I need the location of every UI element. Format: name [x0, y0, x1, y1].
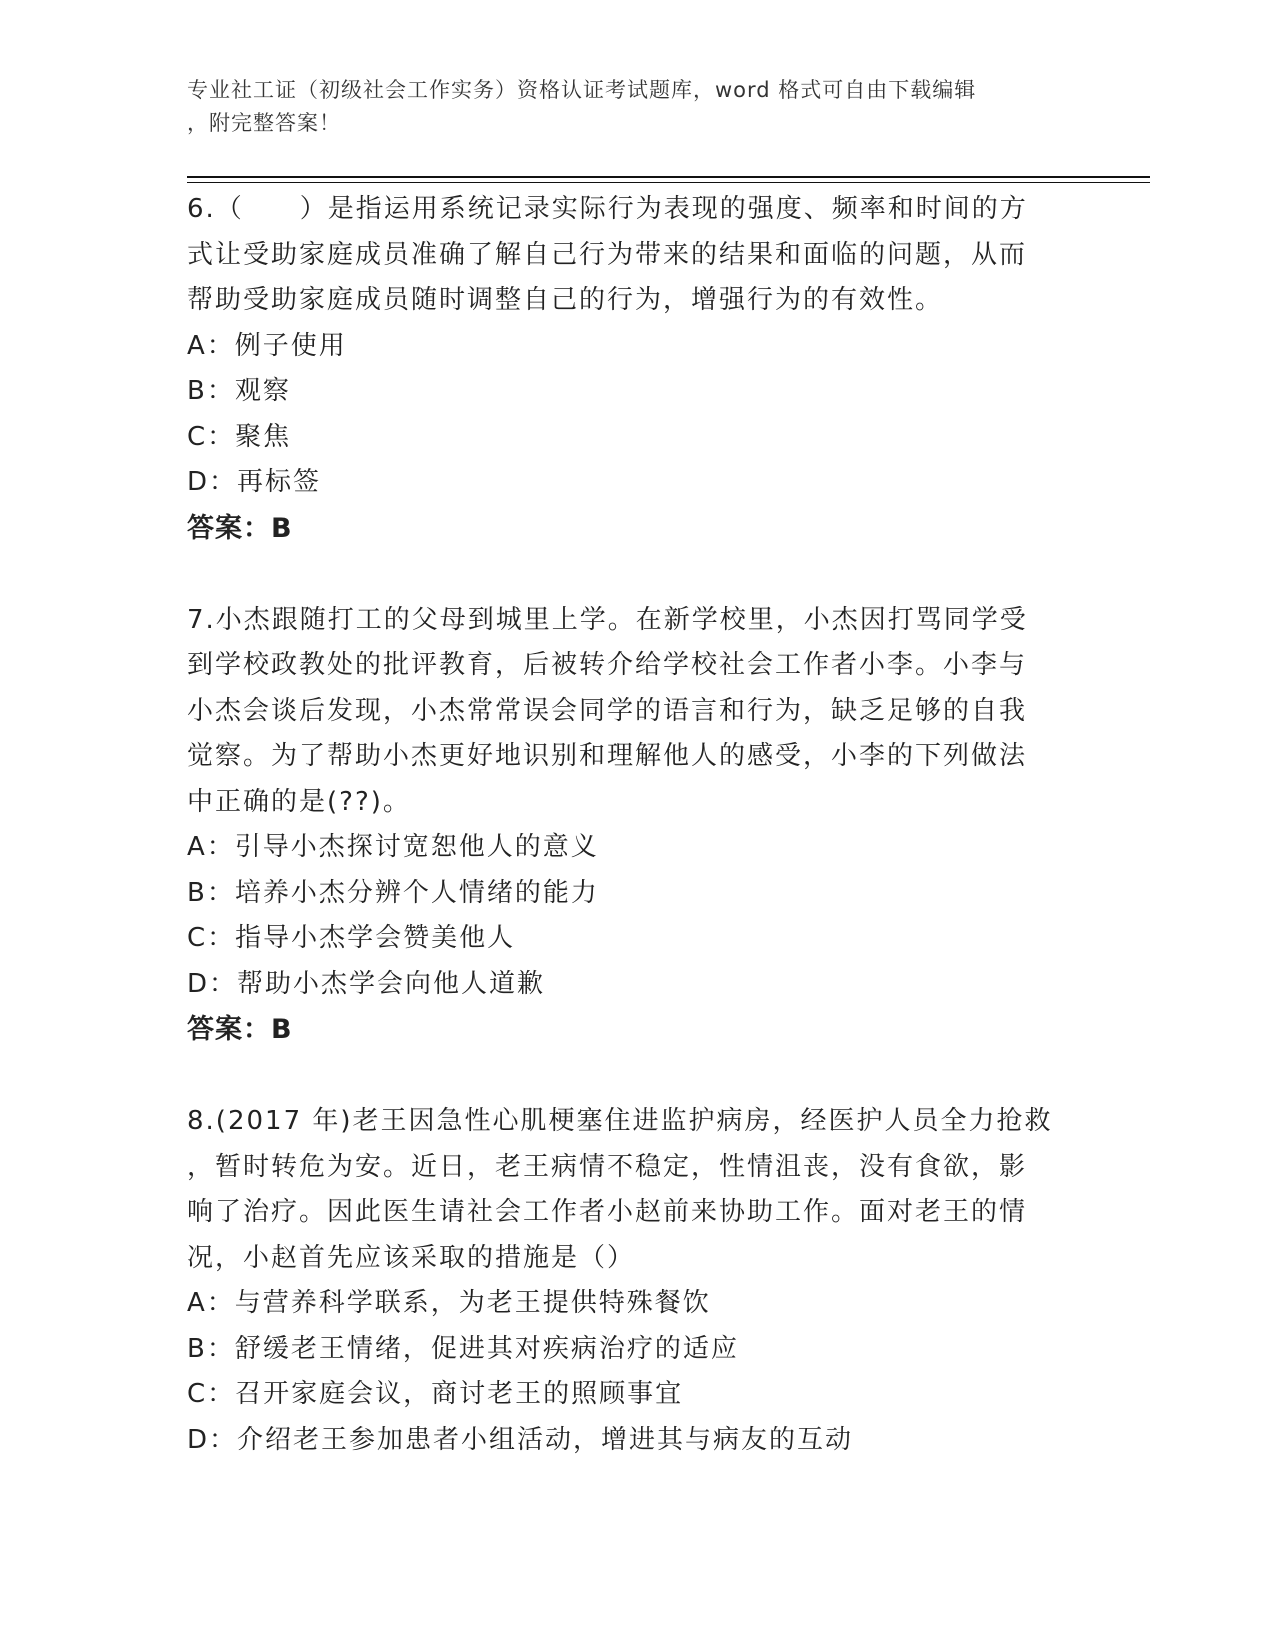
option-d: D：介绍老王参加患者小组活动，增进其与病友的互动: [187, 1424, 854, 1455]
option-a: A：例子使用: [187, 330, 347, 361]
question-stem-line: 况，小赵首先应该采取的措施是（）: [187, 1242, 636, 1273]
header-divider-thick: [187, 176, 1150, 178]
question-6: [187, 187, 1067, 552]
option-a: A：引导小杰探讨宽恕他人的意义: [187, 832, 599, 862]
question-stem-line: 7.小杰跟随打工的父母到城里上学。在新学校里，小杰因打骂同学受: [187, 604, 1028, 635]
question-stem-line: 8.(2017 年)老王因急性心肌梗塞住进监护病房，经医护人员全力抢救: [187, 1106, 1053, 1136]
question-stem-line: 帮助受助家庭成员随时调整自己的行为，增强行为的有效性。: [187, 285, 944, 315]
answer-line: 答案：B: [187, 1014, 293, 1045]
question-stem-line: 6.（ ）是指运用系统记录实际行为表现的强度、频率和时间的方: [187, 194, 1028, 224]
option-c: C：聚焦: [187, 421, 292, 452]
option-d: D：再标签: [187, 467, 322, 497]
question-spacer: [187, 552, 1067, 598]
question-stem-line: 式让受助家庭成员准确了解自己行为带来的结果和面临的问题，从而: [187, 239, 1028, 270]
header-title-line1: 专业社工证（初级社会工作实务）资格认证考试题库，word 格式可自由下载编辑: [187, 78, 977, 102]
header-divider-thin: [187, 182, 1150, 183]
question-stem-line: 到学校政教处的批评教育，后被转介给学校社会工作者小李。小李与: [187, 650, 1028, 680]
question-spacer: [187, 1053, 1067, 1099]
option-d: D：帮助小杰学会向他人道歉: [187, 968, 546, 999]
question-stem-line: 觉察。为了帮助小杰更好地识别和理解他人的感受，小李的下列做法: [187, 741, 1028, 771]
option-b: B：舒缓老王情绪，促进其对疾病治疗的适应: [187, 1333, 739, 1364]
document-header: [187, 74, 1067, 140]
question-stem-line: ，暂时转危为安。近日，老王病情不稳定，性情沮丧，没有食欲，影: [187, 1151, 1028, 1182]
question-stem-line: 响了治疗。因此医生请社会工作者小赵前来协助工作。面对老王的情: [187, 1197, 1028, 1227]
header-title-line2: ，附完整答案！: [187, 111, 341, 135]
option-c: C：指导小杰学会赞美他人: [187, 923, 516, 953]
option-a: A：与营养科学联系，为老王提供特殊餐饮: [187, 1288, 711, 1318]
question-list: [187, 187, 1067, 1463]
answer-line: 答案：B: [187, 512, 293, 544]
question-8: [187, 1099, 1067, 1463]
option-c: C：召开家庭会议，商讨老王的照顾事宜: [187, 1379, 684, 1409]
question-stem-line: 中正确的是(??)。: [187, 786, 411, 817]
option-b: B：培养小杰分辨个人情绪的能力: [187, 877, 599, 908]
option-b: B：观察: [187, 376, 291, 406]
question-stem-line: 小杰会谈后发现，小杰常常误会同学的语言和行为，缺乏足够的自我: [187, 695, 1028, 726]
question-7: [187, 598, 1067, 1054]
